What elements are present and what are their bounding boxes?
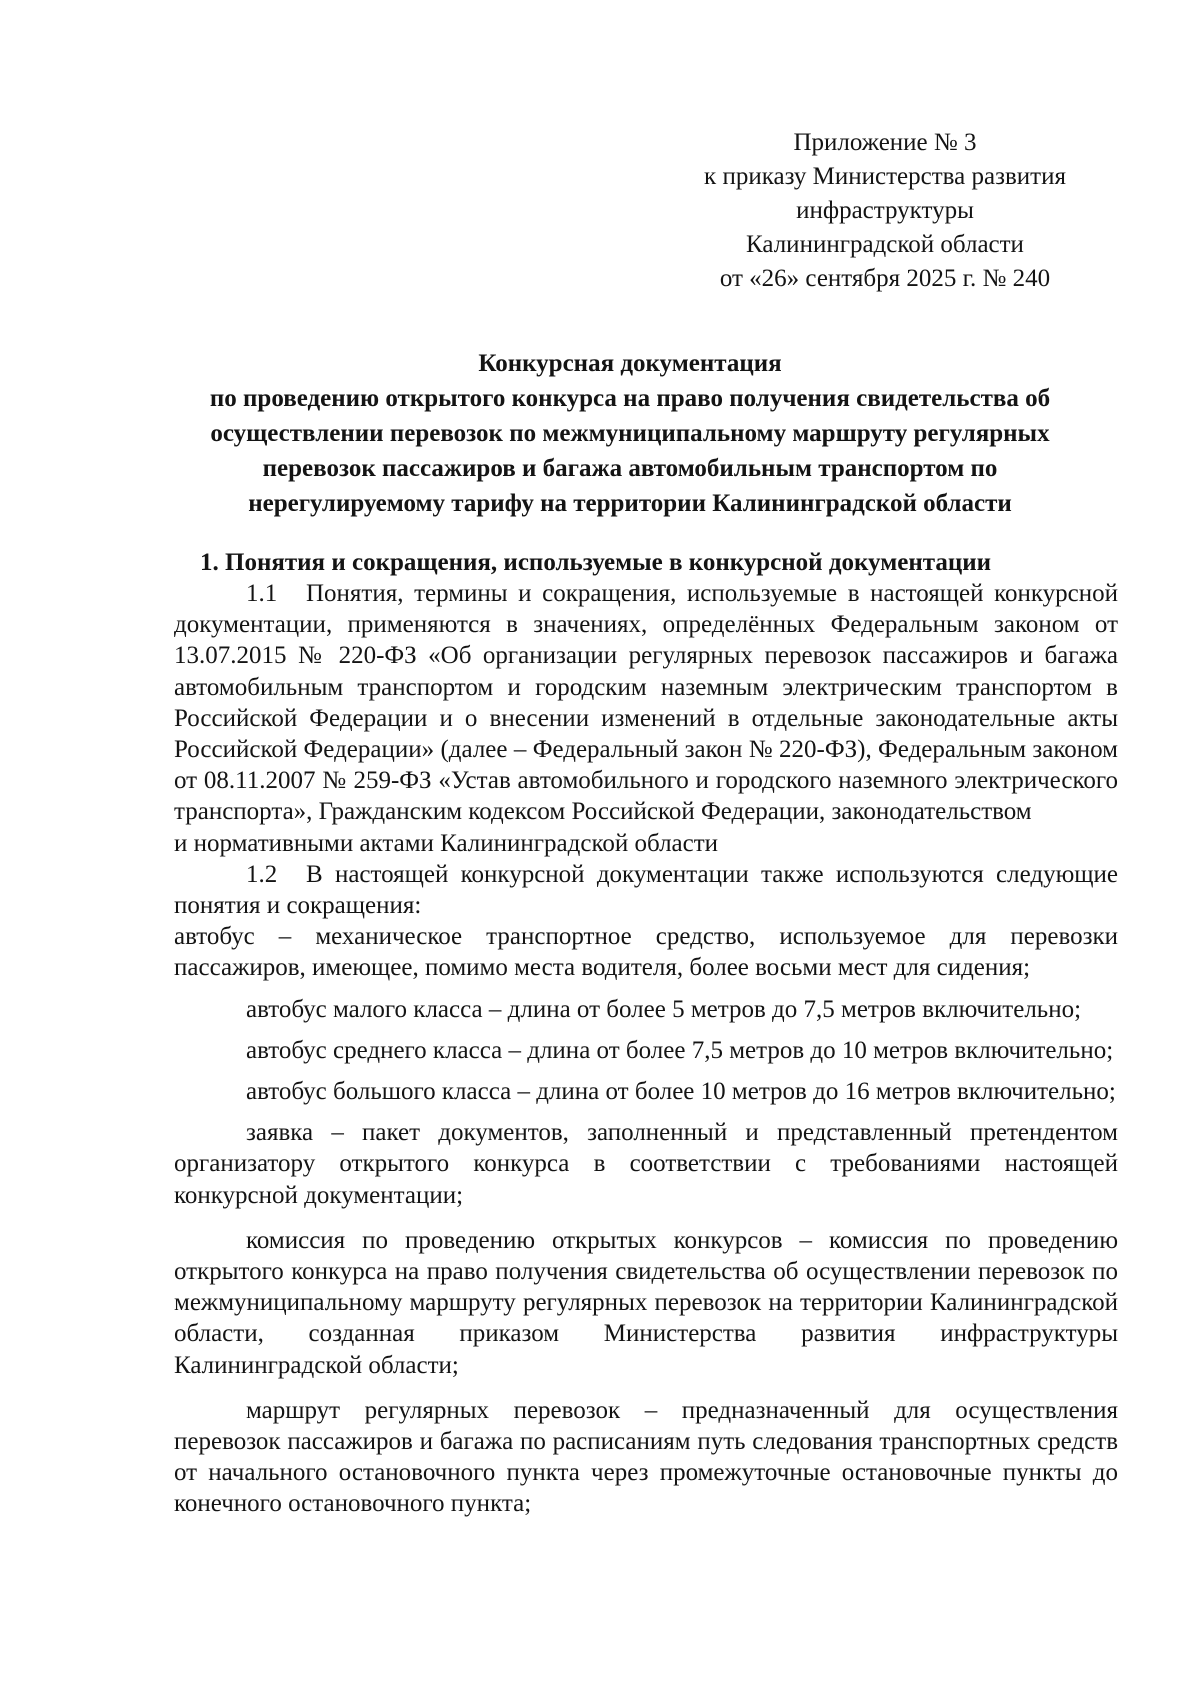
definition-route: маршрут регулярных перевозок – предназначенный для осуществления перевозок пассажиров и багажа по расписаниям путь следования транспортных средств от начального остановочного пункта через промежуточные остановочные пункты до конечного остановочного пункта; (174, 1396, 1118, 1518)
document-title (160, 346, 1100, 521)
definition-commission: комиссия по проведению открытых конкурсов – комиссия по проведению открытого конкурса на право получения свидетельства об осуществлении перевозок по межмуниципальному маршруту регулярных перевозок на территории Калининградской области, созданная приказом Министерства развития инфраструктуры Калининградской области; (174, 1226, 1118, 1379)
definition-large-bus: автобус большого класса – длина от более 10 метров до 16 метров включительно; (246, 1078, 1116, 1106)
paragraph-1-1 (174, 578, 1118, 828)
paragraph-text: В настоящей конкурсной документации также используются следующие понятия и сокращения: (174, 860, 1118, 920)
title-line-2: по проведению открытого конкурса на право получения свидетельства об (209, 385, 1051, 412)
paragraph-number: 1.1 (246, 580, 278, 607)
definition-bus: автобус – механическое транспортное средство, используемое для перевозки пассажиров, имеющее, помимо места водителя, более восьми мест для сидения; (174, 923, 1118, 982)
paragraph-1-1-end: и нормативными актами Калининградской области (174, 829, 719, 857)
paragraph-1-2 (174, 859, 1118, 921)
paragraph-text: Понятия, термины и сокращения, используемые в настоящей конкурсной документации, применяются в значениях, определённых Федеральным законом от 13.07.2015 № 220-ФЗ «Об организации регулярных перевозок пассажиров и багажа автомобильным транспортом и городским наземным электрическим транспортом в Российской Федерации и о внесении изменений в отдельные законодательные акты Российской Федерации» (далее – Федеральный закон № 220-ФЗ), Федеральным законом от 08.11.2007 № 259-ФЗ «Устав автомобильного и городского наземного электрического транспорта», Гражданским кодексом Российской Федерации, законодательством (174, 580, 1118, 826)
section-heading: 1. Понятия и сокращения, используемые в конкурсной документации (200, 549, 992, 576)
appendix-ministry: инфраструктуры (796, 197, 974, 224)
appendix-order-ref: к приказу Министерства развития (704, 163, 1066, 190)
appendix-number: Приложение № 3 (793, 129, 977, 156)
title-line-3: осуществлении перевозок по межмуниципальному маршруту регулярных (210, 420, 1050, 447)
section-body (174, 578, 1118, 1520)
definition-medium-bus: автобус среднего класса – длина от более 7,5 метров до 10 метров включительно; (246, 1036, 1114, 1064)
title-line-5: нерегулируемому тарифу на территории Калининградской области (248, 490, 1012, 517)
appendix-date: от «26» сентября 2025 г. № 240 (719, 265, 1051, 292)
definition-small-bus: автобус малого класса – длина от более 5 метров до 7,5 метров включительно; (246, 995, 1082, 1023)
paragraph-number: 1.2 (246, 860, 278, 888)
definition-application: заявка – пакет документов, заполненный и представленный претендентом организатору открытого конкурса в соответствии с требованиями настоящей конкурсной документации; (174, 1119, 1118, 1209)
title-line-1: Конкурсная документация (478, 350, 782, 377)
appendix-header (650, 126, 1120, 296)
title-line-4: перевозок пассажиров и багажа автомобильным транспортом по (262, 455, 998, 482)
appendix-region: Калининградской области (746, 231, 1024, 258)
